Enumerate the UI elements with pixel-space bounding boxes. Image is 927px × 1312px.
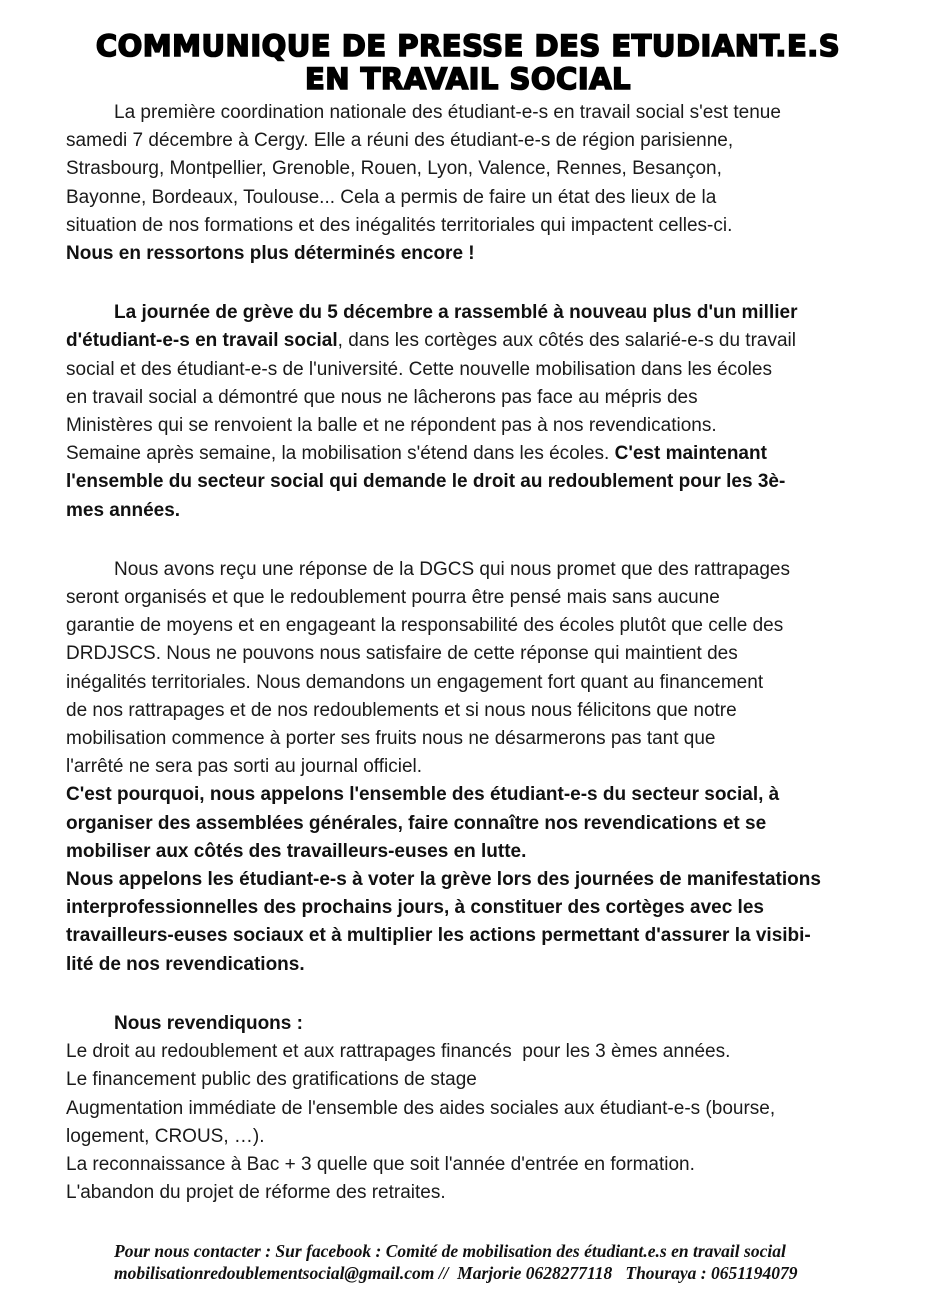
paragraph-reponse-dgcs-et-appel bbox=[66, 556, 870, 979]
text-line bbox=[66, 412, 870, 440]
contact-footer-line-2: mobilisationredoublementsocial@gmail.com // Marjorie 0628277118 Thouraya : 0651194079 bbox=[114, 1263, 798, 1284]
bold-text-run: La journée de grève du 5 décembre a rassemblé à nouveau plus d'un millier bbox=[114, 302, 798, 324]
title-line-2: EN TRAVAIL SOCIAL bbox=[304, 62, 632, 96]
text-line bbox=[66, 212, 870, 240]
text-line bbox=[66, 1010, 870, 1038]
text-line bbox=[66, 838, 870, 866]
text-line bbox=[66, 356, 870, 384]
text-line bbox=[66, 753, 870, 781]
text-run: , dans les cortèges aux côtés des salarié-e-s du travail bbox=[337, 330, 796, 352]
text-run: mobilisation commence à porter ses fruits nous ne désarmerons pas tant que bbox=[66, 728, 716, 750]
paragraph-revendications bbox=[66, 1010, 870, 1207]
text-run: Augmentation immédiate de l'ensemble des aides sociales aux étudiant-e-s (bourse, bbox=[66, 1097, 776, 1119]
text-line bbox=[66, 669, 870, 697]
text-line bbox=[66, 240, 870, 268]
text-line bbox=[66, 781, 870, 809]
text-run: l'arrêté ne sera pas sorti au journal officiel. bbox=[66, 756, 423, 778]
text-line bbox=[66, 1038, 870, 1066]
text-line bbox=[66, 184, 870, 212]
bold-text-run: travailleurs-euses sociaux et à multiplier les actions permettant d'assurer la visibi- bbox=[66, 925, 811, 947]
text-run: Strasbourg, Montpellier, Grenoble, Rouen, Lyon, Valence, Rennes, Besançon, bbox=[66, 158, 722, 180]
text-line bbox=[66, 440, 870, 468]
contact-footer bbox=[66, 1240, 870, 1284]
text-run: situation de nos formations et des inégalités territoriales qui impactent celles-ci. bbox=[66, 214, 733, 236]
text-line bbox=[66, 1095, 870, 1123]
bold-text-run: Nous appelons les étudiant-e-s à voter la grève lors des journées de manifestations bbox=[66, 869, 821, 891]
text-line bbox=[66, 99, 870, 127]
text-line bbox=[66, 584, 870, 612]
text-line bbox=[66, 1123, 870, 1151]
bold-text-run: Nous revendiquons : bbox=[114, 1012, 303, 1034]
text-run: seront organisés et que le redoublement pourra être pensé mais sans aucune bbox=[66, 587, 720, 609]
text-line bbox=[66, 1179, 870, 1207]
bold-text-run: interprofessionnelles des prochains jours, à constituer des cortèges avec les bbox=[66, 897, 764, 919]
text-line bbox=[66, 1066, 870, 1094]
text-run: Le financement public des gratifications de stage bbox=[66, 1069, 477, 1091]
bold-text-run: C'est pourquoi, nous appelons l'ensemble des étudiant-e-s du secteur social, à bbox=[66, 784, 780, 806]
text-line bbox=[66, 810, 870, 838]
bold-text-run: mes années. bbox=[66, 499, 181, 521]
text-line bbox=[66, 866, 870, 894]
bold-text-run: Nous en ressortons plus déterminés encore ! bbox=[66, 243, 475, 265]
text-line bbox=[66, 299, 870, 327]
text-line bbox=[66, 894, 870, 922]
text-run: de nos rattrapages et de nos redoublements et si nous nous félicitons que notre bbox=[66, 699, 737, 721]
text-run: La reconnaissance à Bac + 3 quelle que soit l'année d'entrée en formation. bbox=[66, 1153, 695, 1175]
bold-text-run: mobiliser aux côtés des travailleurs-euses en lutte. bbox=[66, 840, 527, 862]
text-line bbox=[66, 127, 870, 155]
text-run: Ministères qui se renvoient la balle et ne répondent pas à nos revendications. bbox=[66, 415, 717, 437]
text-run: inégalités territoriales. Nous demandons un engagement fort quant au financement bbox=[66, 671, 764, 693]
bold-text-run: lité de nos revendications. bbox=[66, 953, 305, 975]
text-run: L'abandon du projet de réforme des retraites. bbox=[66, 1182, 446, 1204]
bold-text-run: l'ensemble du secteur social qui demande le droit au redoublement pour les 3è- bbox=[66, 471, 786, 493]
document-body bbox=[66, 99, 870, 1207]
text-run: en travail social a démontré que nous ne lâcherons pas face au mépris des bbox=[66, 386, 698, 408]
paragraph-coordination-nationale bbox=[66, 99, 870, 268]
text-run: Le droit au redoublement et aux rattrapages financés pour les 3 èmes années. bbox=[66, 1041, 731, 1063]
text-line bbox=[66, 951, 870, 979]
text-line bbox=[66, 725, 870, 753]
text-run: samedi 7 décembre à Cergy. Elle a réuni des étudiant-e-s de région parisienne, bbox=[66, 130, 734, 152]
text-run: logement, CROUS, …). bbox=[66, 1125, 265, 1147]
text-line bbox=[66, 612, 870, 640]
press-release-title bbox=[66, 30, 870, 96]
text-line bbox=[66, 1151, 870, 1179]
text-line bbox=[66, 384, 870, 412]
title-line-1: COMMUNIQUE DE PRESSE DES ETUDIANT.E.S bbox=[95, 29, 841, 63]
text-line bbox=[66, 697, 870, 725]
text-run: Semaine après semaine, la mobilisation s'étend dans les écoles. bbox=[66, 443, 615, 465]
text-line bbox=[66, 640, 870, 668]
text-run: social et des étudiant-e-s de l'université. Cette nouvelle mobilisation dans les écoles bbox=[66, 358, 772, 380]
bold-text-run: d'étudiant-e-s en travail social bbox=[66, 330, 338, 352]
contact-footer-line-1: Pour nous contacter : Sur facebook : Comité de mobilisation des étudiant.e.s en travail social bbox=[114, 1241, 786, 1262]
bold-text-run: C'est maintenant bbox=[614, 443, 767, 465]
text-run: La première coordination nationale des étudiant-e-s en travail social s'est tenue bbox=[114, 102, 781, 123]
text-run: DRDJSCS. Nous ne pouvons nous satisfaire de cette réponse qui maintient des bbox=[66, 643, 738, 665]
text-line bbox=[66, 556, 870, 584]
text-run: garantie de moyens et en engageant la responsabilité des écoles plutôt que celle des bbox=[66, 615, 784, 637]
text-line bbox=[66, 155, 870, 183]
paragraph-journee-de-greve bbox=[66, 299, 870, 525]
bold-text-run: organiser des assemblées générales, faire connaître nos revendications et se bbox=[66, 812, 767, 834]
text-line bbox=[66, 497, 870, 525]
text-line bbox=[66, 468, 870, 496]
text-run: Bayonne, Bordeaux, Toulouse... Cela a permis de faire un état des lieux de la bbox=[66, 186, 717, 208]
text-run: Nous avons reçu une réponse de la DGCS qui nous promet que des rattrapages bbox=[114, 558, 790, 580]
text-line bbox=[66, 922, 870, 950]
text-line bbox=[66, 327, 870, 355]
